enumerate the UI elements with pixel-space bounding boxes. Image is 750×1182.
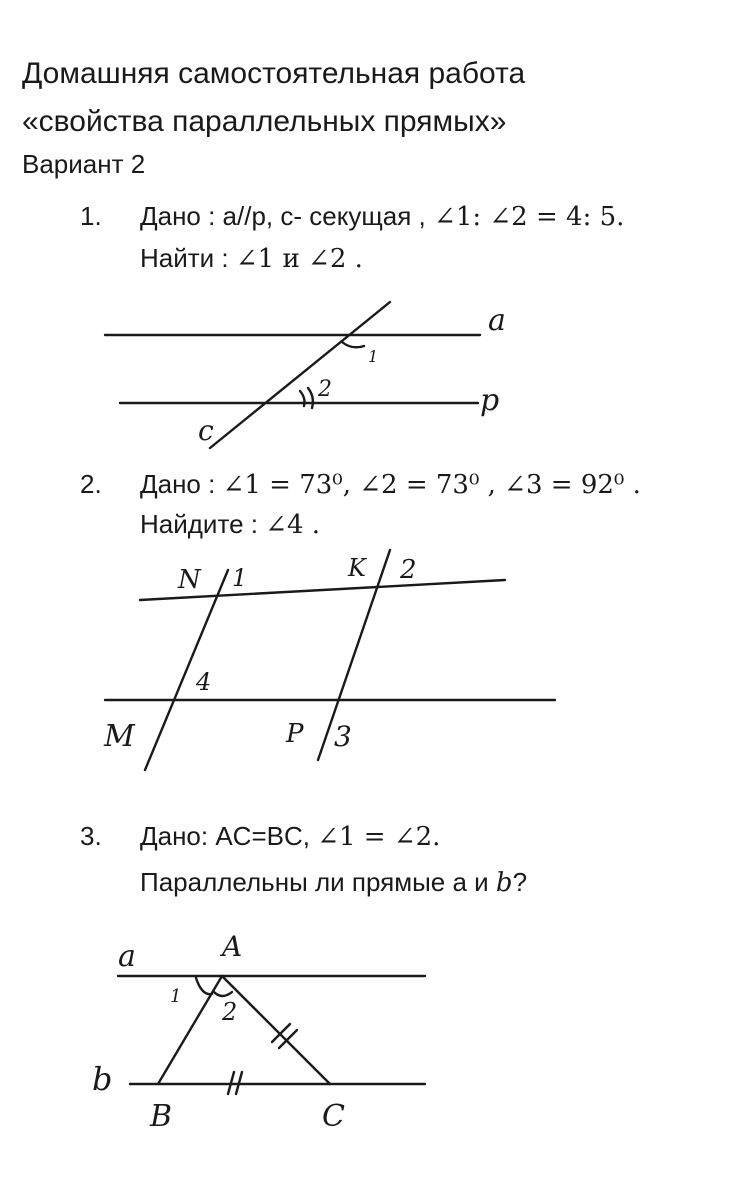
task-3-question-b: b — [495, 868, 513, 898]
label-angle-2: 2 — [400, 555, 417, 585]
task-2-number: 2. — [80, 469, 102, 499]
variant-label: Вариант 2 — [22, 149, 146, 179]
segment-AB — [158, 976, 222, 1084]
label-angle-1: 1 — [170, 986, 182, 1007]
label-angle-3: 3 — [334, 720, 352, 753]
angle-2-arc-outer — [308, 388, 313, 408]
label-K: K — [348, 554, 366, 582]
label-A: A — [222, 930, 243, 963]
task-1-number: 1. — [80, 201, 102, 231]
task-2-find-text: Найдите : — [140, 509, 266, 539]
angle-1-arc — [342, 342, 364, 347]
task-3-question-mark: ? — [512, 867, 528, 897]
label-b: b — [92, 1060, 113, 1098]
angle-1-arc — [196, 978, 212, 994]
task-1-find-text: Найти : — [140, 243, 236, 273]
label-M: M — [104, 719, 135, 754]
task-2-figure — [0, 550, 750, 780]
task-3-figure — [0, 930, 750, 1170]
task-2-given — [140, 468, 641, 501]
label-B: B — [150, 1099, 173, 1134]
task-1-find-math: ∠1 и ∠2 . — [235, 244, 363, 274]
task-1-given-math: ∠1: ∠2 = 4: 5. — [425, 202, 625, 232]
label-angle-4: 4 — [196, 668, 212, 696]
task-3-number: 3. — [80, 821, 102, 851]
label-N: N — [178, 565, 201, 595]
task-2-given-math: ∠1 = 73⁰, ∠2 = 73⁰ , ∠3 = 92⁰ . — [222, 470, 641, 500]
task-3-given — [140, 820, 440, 853]
task-3-given-math: ∠1 = ∠2. — [317, 822, 441, 852]
label-angle-1: 1 — [368, 347, 379, 366]
task-2-find-math: ∠4 . — [265, 510, 321, 540]
label-P: P — [286, 719, 304, 749]
task-2-find — [140, 508, 320, 541]
segment-AC — [222, 976, 330, 1084]
task-1-given — [140, 200, 624, 233]
title-line-1: Домашняя самостоятельная работа — [22, 57, 526, 90]
task-1-find — [140, 242, 363, 275]
title-line-2: «свойства параллельных прямых» — [22, 105, 507, 138]
label-p: p — [480, 383, 500, 418]
label-angle-2: 2 — [222, 998, 238, 1026]
line-c-secant — [210, 302, 390, 448]
label-c: c — [198, 414, 214, 447]
task-1-figure — [0, 290, 750, 450]
task-3-question-text: Параллельны ли прямые a и — [140, 867, 496, 897]
task-3-question — [140, 866, 527, 899]
task-1-given-text: Дано : a//p, c- секущая , — [140, 201, 426, 231]
label-a: a — [118, 939, 136, 974]
label-angle-2: 2 — [318, 377, 332, 402]
task-2-given-text: Дано : — [140, 469, 223, 499]
label-a: a — [488, 303, 506, 338]
angle-2-arc — [214, 992, 232, 996]
label-angle-1: 1 — [232, 564, 248, 592]
task-3-given-text: Дано: AC=BC, — [140, 821, 318, 851]
label-C: C — [322, 1099, 345, 1134]
